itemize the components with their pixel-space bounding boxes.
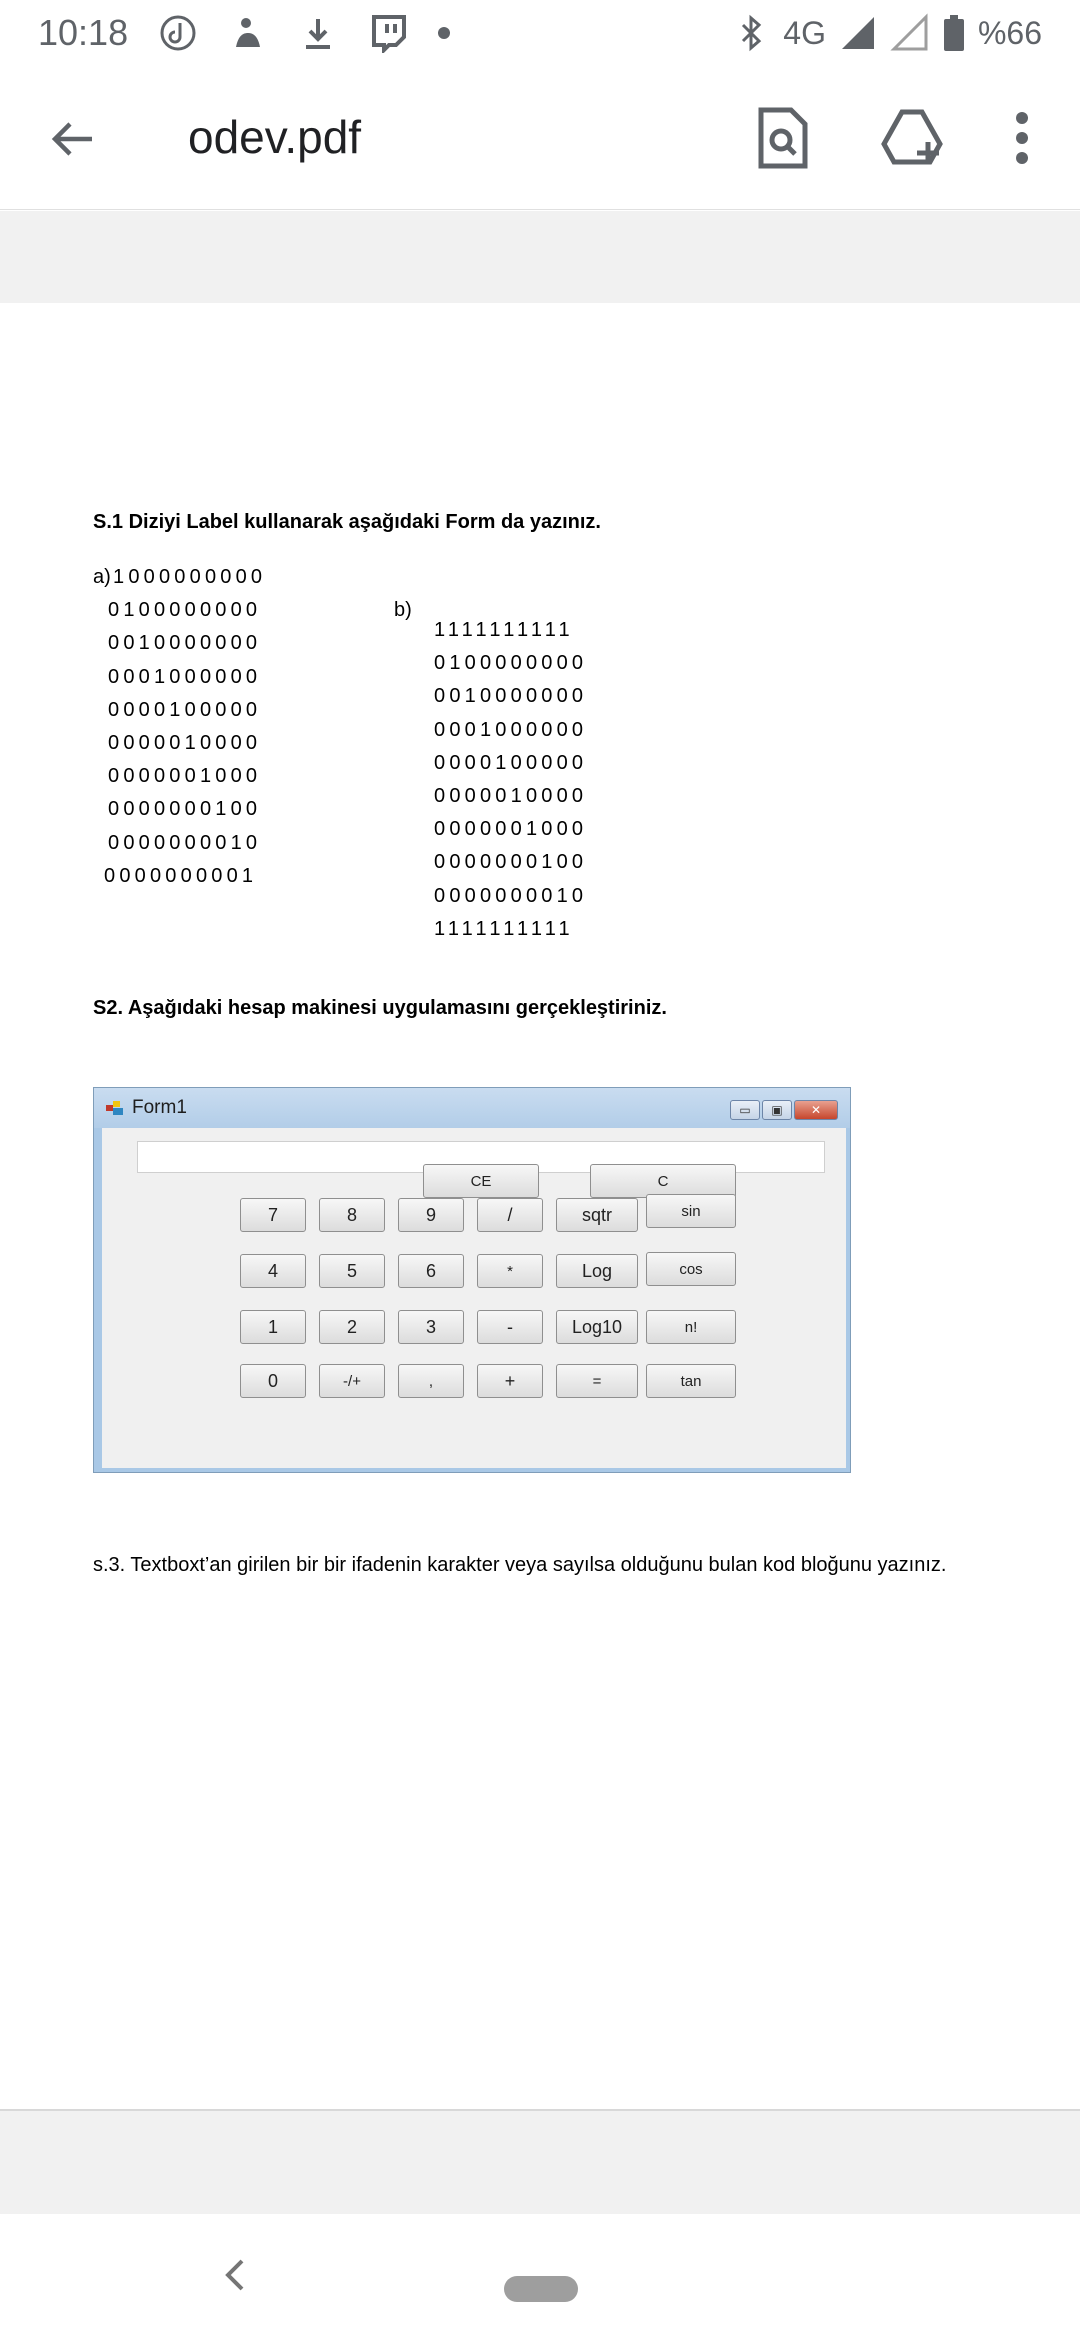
viewer-gap-top — [0, 211, 1080, 303]
minimize-icon: ▭ — [730, 1100, 760, 1120]
matrix-row: 0001000000 — [108, 665, 262, 688]
search-document-icon — [755, 106, 811, 170]
calc-button-cos: cos — [646, 1252, 736, 1286]
close-icon: ✕ — [794, 1100, 838, 1120]
nav-back-icon — [222, 2257, 246, 2293]
signal-icon — [838, 13, 878, 53]
calc-button-add: + — [477, 1364, 543, 1398]
app-icon — [228, 13, 268, 53]
navigation-bar — [0, 2214, 1080, 2340]
download-icon — [298, 13, 338, 53]
matrix-row: 0000100000 — [434, 751, 588, 774]
nav-home-pill[interactable] — [504, 2276, 578, 2302]
calc-button-b3: 3 — [398, 1310, 464, 1344]
nav-back-button[interactable] — [214, 2250, 254, 2300]
calc-button-div: / — [477, 1198, 543, 1232]
q1-title: S.1 Diziyi Label kullanarak aşağıdaki Form da yazınız. — [93, 511, 601, 533]
calc-button-b1: 1 — [240, 1310, 306, 1344]
calc-button-sin: sin — [646, 1194, 736, 1228]
back-arrow-icon — [48, 114, 98, 164]
matrix-row: 1000000000 — [113, 566, 267, 588]
matrix-row: 1111111111 — [434, 917, 574, 940]
q2-title: S2. Aşağıdaki hesap makinesi uygulamasını gerçekleştiriniz. — [93, 997, 667, 1019]
dot-icon — [438, 27, 450, 39]
back-button[interactable] — [40, 106, 106, 172]
document-title: odev.pdf — [188, 111, 362, 163]
calc-button-b9: 9 — [398, 1198, 464, 1232]
matrix-row: 0000000100 — [434, 851, 588, 874]
drive-add-icon — [880, 108, 944, 168]
window-controls — [730, 1100, 838, 1120]
status-time: 10:18 — [38, 12, 129, 53]
calc-button-ce: CE — [423, 1164, 539, 1198]
matrix-row: 0000001000 — [108, 765, 262, 788]
calc-button-b2: 2 — [319, 1310, 385, 1344]
battery-icon — [942, 13, 966, 53]
bluetooth-icon — [731, 13, 771, 53]
status-bar — [0, 0, 1080, 66]
calc-button-b0: 0 — [240, 1364, 306, 1398]
matrix-row: 0010000000 — [434, 685, 588, 708]
status-right — [731, 13, 1042, 53]
maximize-icon: ▣ — [762, 1100, 792, 1120]
form-title: Form1 — [132, 1097, 187, 1118]
tiktok-icon — [158, 13, 198, 53]
signal-empty-icon — [890, 13, 930, 53]
viewer-gap-bottom — [0, 2109, 1080, 2214]
calc-button-b7: 7 — [240, 1198, 306, 1232]
matrix-row: 0100000000 — [108, 599, 262, 622]
battery-level: %66 — [977, 14, 1042, 51]
matrix-row: 0000000010 — [108, 831, 262, 854]
matrix-b-label: b) — [394, 599, 412, 621]
calc-button-b8: 8 — [319, 1198, 385, 1232]
matrix-row: 0000000010 — [434, 884, 588, 907]
more-vert-icon — [1012, 110, 1032, 166]
matrix-row: 0000100000 — [108, 698, 262, 721]
matrix-row: 0010000000 — [108, 632, 262, 655]
calc-button-tan: tan — [646, 1364, 736, 1398]
calc-button-mul: * — [477, 1254, 543, 1288]
form-title-bar — [94, 1088, 850, 1128]
calc-button-log: Log — [556, 1254, 638, 1288]
matrix-a-label: a) — [93, 566, 111, 588]
more-options-button[interactable] — [986, 102, 1058, 174]
pdf-page[interactable] — [0, 303, 1080, 2109]
calc-button-fact: n! — [646, 1310, 736, 1344]
find-in-document-button[interactable] — [747, 102, 819, 174]
network-type: 4G — [783, 14, 826, 51]
calculator-form-image — [93, 1087, 851, 1473]
calc-button-b5: 5 — [319, 1254, 385, 1288]
matrix-row: 0000010000 — [108, 732, 262, 754]
calc-button-sub: - — [477, 1310, 543, 1344]
app-bar — [0, 66, 1080, 210]
calc-button-c: C — [590, 1164, 736, 1198]
calc-button-log10: Log10 — [556, 1310, 638, 1344]
calc-button-b6: 6 — [398, 1254, 464, 1288]
form-client-area — [102, 1128, 846, 1468]
calc-button-eq: = — [556, 1364, 638, 1398]
calc-button-neg: -/+ — [319, 1364, 385, 1398]
matrix-row: 0000000100 — [108, 798, 262, 821]
form-app-icon — [106, 1101, 124, 1115]
status-left — [38, 12, 450, 54]
matrix-row: 0001000000 — [434, 718, 588, 741]
calc-button-sqtr: sqtr — [556, 1198, 638, 1232]
matrix-row: 0100000000 — [434, 652, 588, 675]
add-to-drive-button[interactable] — [876, 102, 948, 174]
twitch-icon — [368, 13, 408, 53]
matrix-row: 0000010000 — [434, 785, 588, 807]
matrix-row: 1111111111 — [434, 619, 574, 641]
calc-button-b4: 4 — [240, 1254, 306, 1288]
q3-text: s.3. Textboxt’an girilen bir bir ifadenin karakter veya sayılsa olduğunu bulan kod bloğunu yazınız. — [93, 1554, 947, 1576]
matrix-row: 0000000001 — [104, 864, 258, 887]
matrix-row: 0000001000 — [434, 818, 588, 841]
calc-button-dot: , — [398, 1364, 464, 1398]
